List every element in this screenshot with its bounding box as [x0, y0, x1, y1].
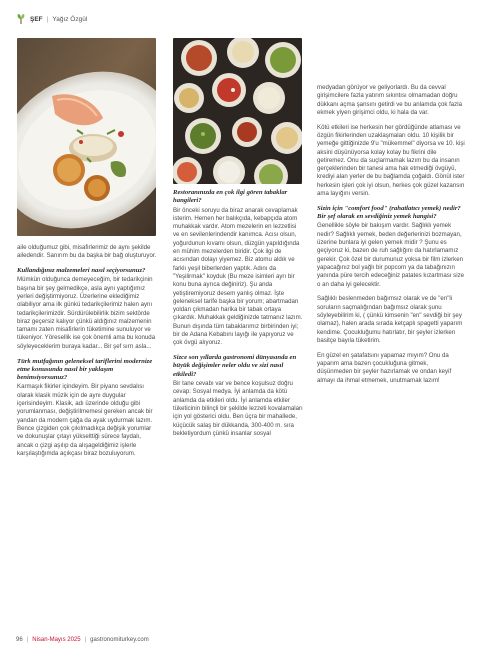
page-number: 96 [16, 637, 23, 643]
section-label: ŞEF [30, 15, 43, 23]
interview-question: Türk mutfağının geleneksel tariflerini modernize etme konusunda nasıl bir yaklaşım benimsiyorsunuz? [17, 357, 153, 382]
issue-date: Nisan-Mayıs 2025 [32, 637, 81, 643]
website-link[interactable]: gastronomiturkey.com [90, 637, 149, 643]
text-column-2 [173, 189, 304, 445]
meze-table-spread-photo [173, 38, 302, 184]
paragraph: En güzel en şatafatsını yapamaz mıyım? Onu da yaparım ama bazen çocukluğuna gitmek, düşünmeden bir şeyler hazırlamak ve ondan keyif almayı da ihmal etmemek, unutmamak lazım! [317, 351, 452, 384]
footer-separator: | [84, 637, 87, 643]
paragraph: aile olduğumuz gibi, misafirlerimiz de aynı şekilde ailedendir. Sanırım bu da başka bir bağ oluşturuyor. [17, 244, 157, 260]
page-header [16, 12, 87, 26]
paragraph: Sağlıklı beslenmeden bağımsız olarak ve de "en"li soruların saçmalığından bağımsız olarak şunu söyleyebilirim ki, ( çünkü kimsenin "en" sevdiği bir şey olamaz), halen arada sırada ketçaplı spagetti yaparım kendime. Çocukluğumu hatırlatır, bir şeyler izlerken basitçe bayıla tüketirim. [317, 295, 463, 344]
header-separator: | [46, 15, 49, 23]
paragraph: Bir tane cevabı var ve bence koşulsuz doğru cevap: Sosyal medya. İyi anlamda da kötü anlamda da etkileri oldu. İyi anlamda etkiler tüketicinin bilinçli bir şekilde lezzeti kovalamaları için yol gösterici oldu. Ben üçra bir mahallede, küçücük salaş bir dükkanda, 300-400 m. sıra bekletiyordum çünkü insanlar sosyal [173, 380, 303, 437]
text-column-1 [17, 244, 158, 465]
interview-question: Sizin için "comfort food" (rahatlatıcı yemek) nedir? Bir şef olarak en sevdiğiniz yemek hangisi? [317, 204, 461, 221]
paragraph: Karmaşık fikirler içindeyim. Bir piyano sevdalısı olarak klasik müzik için de aynı duygular içerisindeyim. Klasik, adı üzerinde olduğu gibi yorumlanması, değiştirilmemesi gereken ancak bir yandan da modern çağa da ayak uydurmak lazım. Bence çizgiden çok çıkılmadıkça değişik yorumlar ve dokunuşlar çıtayı yükselttiği sürece faydalı, ancak o çizgi aşılıp da alışageldiğimiz işlerle karşılaştığımda açıkçası biraz bozuluyorum. [17, 383, 153, 457]
paragraph: Bir önceki soruyu da biraz anarak cevaplamak isterim. Hemen her balıkçıda, kebapçıda atom muhakkak vardır. Atom mezelerin en lezzetlisi ve en sevilenlerindendir kanımca. Acısı olsun, yoğurdunun kıvamı olsun, düzgün yapıldığında en mühim mezelerden biridir. Çok ilgi de acısından dolayı yiyemez. Biz atomu aldık ve farklı yeşil biberlerden yaptık. Adını da "Yeşilirmak" koyduk (Bu meze isimleri ayrı bir konu buna ayrıca değiniriz). Şu anda yetiştiremiyoruz desem yanlış olmaz. İşte geleneksel tarife başka bir yorum; abartmadan yoldan çıkmadan harika bir tabak ortaya çıkardık. Muhakkak geldiğinizde tatmanız lazım. Bunun dışında tüm tabaklarımız birbirinden iyi; bir de Adana Kebabını layığı ile yapıyoruz ve çok övgü alıyoruz. [173, 206, 303, 347]
paragraph: medyadan görüyor ve geliyorlardı. Bu da cevval girişimcilere fazla yatırım sıkıntısı olmamadan doğru dükkanı açma şansını getirdi ve bu anlamda çok fazla ekmek yiyen girişimci oldu, ki hala da var. [317, 84, 462, 116]
text-column-3 [317, 84, 465, 391]
interview-question: Sizce son yıllarda gastronomi dünyasında en büyük değişimler neler oldu ve sizi nasıl etkiledi? [173, 354, 297, 378]
paragraph: Kötü etkileri ise herkesin her gördüğünde atlaması ve özgün fikirlerinden uzaklaşmaları oldu. 10 kişilik bir yemeğe gittiğinizde 9'u "mükemmel" diyorsa ve 10. kişi aksini düşünüyorsa kolay kolay bu fikrini dile getiremez. Onu da suçlarmamak lazım bu da insanın gerçeklerinden bir tanesi ama hak etmediği övgüyü, krediyi alan yerler de bu bağlamda çoğaldı. Gönül ister herkesin işleri çok iyi olsun, herkes çok güzel kazansın ama layığını versin. [317, 123, 465, 198]
page-footer [16, 637, 149, 643]
paragraph: Genellikle söyle bir bakışım vardır. Sağlıklı yemek nedir? Sağlıklı yemek, beden değerlerinizi bozmayan, üzerine bunlara iyi gelen yemek midir ? Şunu es geçiyoruz ki, bazen de ruh sağlığını da hatırlamamız gerekir. Çok özel bir durumunuz yoksa bir film izlerken yapacağınız bol yağlı bir popcorn ya da tabağınızın yanında püre tercih edeceğiniz patates kızartması size o an daha iyi gelecektir. [317, 222, 465, 288]
plated-seafood-dish-photo [17, 38, 156, 236]
interview-question: Kullandığınız malzemeleri nasıl seçiyorsunuz? [17, 267, 146, 275]
author-name: Yağız Özgül [52, 15, 88, 23]
chef-hat-leaf-icon [16, 13, 26, 25]
interview-question: Restoranınızda en çok ilgi gören tabaklar hangileri? [173, 189, 288, 205]
paragraph: Mümkün olduğunca demeyeceğim, bir tedarikçinin başına bir şey gelmedikçe, asla aynı yaptığımız yerleri değiştirmiyoruz. Üzerlerine eklediğimiz olabiliyor ama ilk günkü tedarikçilerimiz halen aynı tedarikçilerimizdir. Sürdürülebilirlik bizim sektörde biraz geçersiz kalıyor çünkü aldığınız malzemenin tamamı zaten misafirlerin tüketimine sunuluyor ve tükeniyor. Yöresellik ise çok önemli ama bu konuda söyleyeceklerim buraya kadar... Bir şef sırrı asla... [17, 276, 156, 350]
footer-separator: | [26, 637, 29, 643]
